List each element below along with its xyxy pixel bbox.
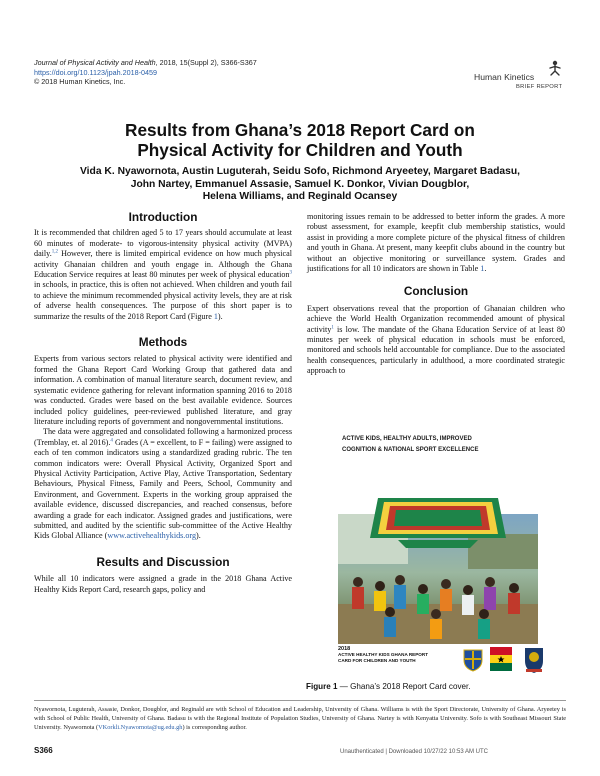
results-paragraph-continued: monitoring issues remain to be addressed to better inform the grades. A more robust assessment, for example, keepfit club membership statistics, would assist in providing a more complete picture of the physical fitness of children and youth in Ghana. At present, many keepfit clubs abound in the country but without an objective monitoring or surveillance system. Grades and justifications for all 10 indicators are shown in Table 1. xyxy=(307,212,565,274)
left-column xyxy=(34,212,292,595)
page-number: S366 xyxy=(34,746,53,755)
methods-paragraph-1: Experts from various sectors related to physical activity were identified and formed the Ghana Report Card Working Group that gathered data and information. A combination of manual literature search, document review, and systematic evidence gathering for relevant information spanning 2016 to 2018 was conducted. Grades were based on the best available evidence. Sources included policy guidelines, peer-reviewed published literature, and gray literature including reports of government and nongovernmental institutions. xyxy=(34,354,292,426)
publisher-name: Human Kinetics xyxy=(474,72,535,82)
intro-paragraph: It is recommended that children aged 5 to 17 years should accumulate at least 60 minutes of moderate- to vigorous-intensity physical activity (MVPA) daily.$^{1,2}$ However, there is limited empirical evidence on how much physical activity Ghanaian children and youth engage in. Although the Ghana Education Service requires at least 80 minutes per week of physical education$^3$ in schools, in practice, this is often not achieved. When children and youth fail to achieve the minimum recommended physical activity levels, they are at risk of adverse health consequences. The purpose of this short paper is to summarize the results of the 2018 Report Card (Figure 1). xyxy=(34,228,292,321)
journal-title: Journal of Physical Activity and Health xyxy=(34,58,156,67)
banner-line-2: COGNITION & NATIONAL SPORT EXCELLENCE xyxy=(342,447,479,453)
author-line-1: Vida K. Nyawornota, Austin Luguterah, Seidu Sofo, Richmond Aryeetey, Margaret Badasu, xyxy=(80,166,520,177)
university-of-ghana-crest-icon xyxy=(522,646,546,674)
author-line-2: John Nartey, Emmanuel Assasie, Samuel K. Donkor, Vivian Dougblor, xyxy=(130,178,470,190)
results-paragraph: While all 10 indicators were assigned a grade in the 2018 Ghana Active Healthy Kids Report Card, research gaps, policy and xyxy=(34,574,292,594)
conclusion-paragraph: Expert observations reveal that the proportion of Ghanaian children who achieve the World Health Organization recommended amount of physical activity$^1$ is low. The mandate of the Ghana Education Service of at least 80 minutes per week of physical education in schools must be enforced, monitored and schools held accountable for compliance. Due to the associated health consequences, particularly in adulthood, a more coordinated strategic approach to xyxy=(307,303,565,376)
ghana-flag-icon xyxy=(490,647,512,671)
cover-banner xyxy=(342,434,542,456)
doi-link[interactable]: https://doi.org/10.1123/jpah.2018-0459 xyxy=(34,67,157,77)
cover-footer-text xyxy=(338,646,428,664)
figure-ref[interactable]: 1 xyxy=(213,311,218,321)
figure-label: Figure 1 xyxy=(306,682,338,691)
journal-details: , 2018, 15(Suppl 2), S366-S367 xyxy=(155,58,257,67)
cover-photo-children-playing xyxy=(338,494,538,644)
right-column xyxy=(307,212,565,377)
download-stamp: Unauthenticated | Downloaded 10/27/22 10:53 AM UTC xyxy=(340,749,488,755)
methods-heading: Methods xyxy=(138,335,188,350)
affiliations-footnote: Nyawornota, Luguterah, Assasie, Donkor, Dougblor, and Reginald are with School of Education and Leadership, University of Ghana. Williams is with the Sport Directorate, University of Ghana. Aryeetey is with School of Public Health, University of Ghana. Badasu is with the Regional Institute of Population Studies, University of Ghana. Nartey is with Kenyatta University. Sofo is with Southeast Missouri State University. Nyawornota (VKorkli.Nyawornota@ug.edu.gh) is corresponding author. xyxy=(34,706,566,731)
coat-of-arms-icon xyxy=(462,646,484,672)
methods-paragraph-2: The data were aggregated and consolidated following a harmonized process (Tremblay, et. al 2016).$^4$ Grades (A = excellent, to F = failing) were assigned to each of ten common indicators using a standardized grading rubric. The ten common indicators were: Overall Physical Activity, Organized Sport and Physical Activity Participation, Active Play, Active Transportation, Sedentary Behaviours, Physical Fitness, Family and Peers, School, Community and Environment, and Government. Experts in the working group appraised the available evidence, discussed discrepancies, and reached consensus, before awarding a grade for each indicator. Assigned grades and justifications, were submitted, and audited by the scientific sub-committee of the Active Healthy Kids Global Alliance (www.activehealthykids.org). xyxy=(34,427,292,541)
citation-1-2[interactable]: 1,2 xyxy=(51,249,58,255)
author-line-3: Helena Williams, and Reginald Ocansey xyxy=(202,191,398,202)
figure-caption: Figure 1 — Ghana’s 2018 Report Card cover. xyxy=(306,682,471,691)
citation-1[interactable]: 1 xyxy=(331,324,334,330)
cover-card-line-1: ACTIVE HEALTHY KIDS GHANA REPORT xyxy=(338,652,429,657)
cover-footer xyxy=(338,646,548,676)
table-ref[interactable]: 1 xyxy=(480,264,485,274)
intro-heading: Introduction xyxy=(128,210,198,224)
conclusion-heading: Conclusion xyxy=(403,284,469,299)
cover-year: 2018 xyxy=(338,646,351,652)
ahk-website-link[interactable]: www.activehealthykids.org xyxy=(107,531,197,541)
footnote-divider xyxy=(34,700,566,701)
author-list xyxy=(40,166,560,204)
citation-3[interactable]: 3 xyxy=(289,270,292,276)
article-type: BRIEF REPORT xyxy=(516,84,563,90)
report-card-cover-figure xyxy=(318,432,564,676)
copyright: © 2018 Human Kinetics, Inc. xyxy=(34,77,126,87)
journal-header xyxy=(34,58,257,87)
corresponding-email-link[interactable]: VKorkli.Nyawornota@ug.edu.gh xyxy=(98,723,183,731)
title-line-1: Results from Ghana’s 2018 Report Card on xyxy=(125,120,475,140)
citation-4[interactable]: 4 xyxy=(110,438,113,443)
banner-line-1: ACTIVE KIDS, HEALTHY ADULTS, IMPROVED xyxy=(342,436,472,442)
results-heading: Results and Discussion xyxy=(96,554,230,569)
title-line-2: Physical Activity for Children and Youth xyxy=(137,140,463,160)
human-kinetics-logo-icon xyxy=(546,60,564,76)
cover-card-line-2: CARD FOR CHILDREN AND YOUTH xyxy=(338,658,416,663)
article-title xyxy=(40,120,560,160)
